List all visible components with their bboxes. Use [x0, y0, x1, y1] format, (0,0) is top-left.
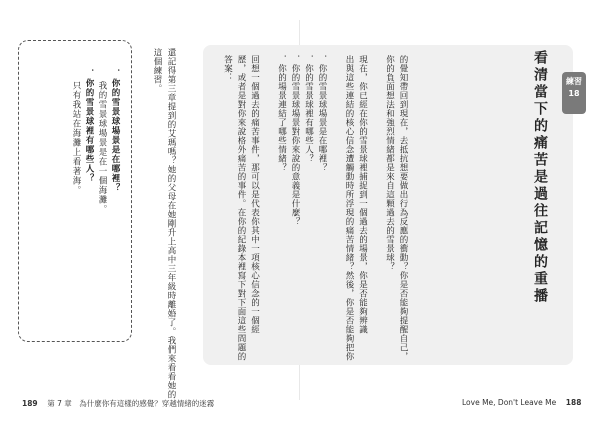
example-answer-1: 我的雪景球場景是在一個海灘。 [97, 81, 107, 214]
question-item: ．你的雪景球場景對你來說的意義是什麼？ [290, 55, 300, 226]
question-item: ．你的雪景球裡有哪些人？ [303, 55, 314, 163]
left-chapter-title: 第 7 章 為什麼你有這樣的感覺？穿越情緒的迷霧 [47, 399, 215, 408]
example-box-content [69, 69, 121, 214]
example-box [18, 40, 132, 342]
intro-line: 答案： [222, 55, 233, 82]
left-text-line-1: 還記得第三章提到的艾瑪嗎？她的父母在她剛升上高中三年級時離婚了。我們來看看她的 [166, 48, 176, 399]
example-question-1: ．你的雪景球場景是在哪裡？ [110, 69, 120, 193]
intro-line: 歷，或者是對你來說格外痛苦的事件。在你的紀錄本裡寫下對下面這些問題的 [236, 55, 246, 361]
left-footer [22, 398, 214, 409]
exercise-body [220, 55, 409, 361]
question-item: ．你的場景連結了哪些情緒？ [276, 55, 287, 172]
question-item: ．你的雪景球場景是在哪裡？ [317, 55, 327, 172]
paragraph-now [342, 55, 369, 361]
reflection-line: 你的負面想法和強烈情緒都是來自這顆過去的雪景球？ [384, 55, 395, 271]
right-page-number: 188 [565, 398, 582, 407]
questions-part-2 [382, 55, 409, 361]
intro-paragraph [220, 55, 261, 361]
exercise-title: 看清當下的痛苦是過往記憶的重播 [532, 50, 548, 305]
reflection-line: 的覺知帶回到現在，去抵抗想要做出行為反應的衝動？你是否能夠提醒自己， [398, 55, 408, 361]
right-footer [462, 398, 581, 407]
example-question-2: ．你的雪景球裡有哪些人？ [84, 69, 94, 183]
intro-line: 回想一個過去的痛苦事件，那可以是代表你其中一項核心信念的一個經 [249, 55, 260, 334]
example-answer-2: 只有我站在海灘上看著海。 [71, 81, 81, 195]
questions-part-1 [274, 55, 328, 355]
paragraph-line: 出與這些連結的核心信念遭觸動時所浮現的痛苦情緒？然後，你是否能夠把你 [344, 55, 354, 361]
left-body-text [150, 48, 178, 399]
left-text-line-2: 這個練習。 [152, 48, 162, 93]
book-title: Love Me, Don't Leave Me [462, 398, 557, 407]
exercise-tab: 練習 18 [562, 72, 586, 114]
paragraph-line: 現在，你已經在你的雪景球裡捕捉到一個過去的場景，你是否能夠辨識 [357, 55, 368, 334]
left-page-number: 189 [22, 399, 38, 408]
